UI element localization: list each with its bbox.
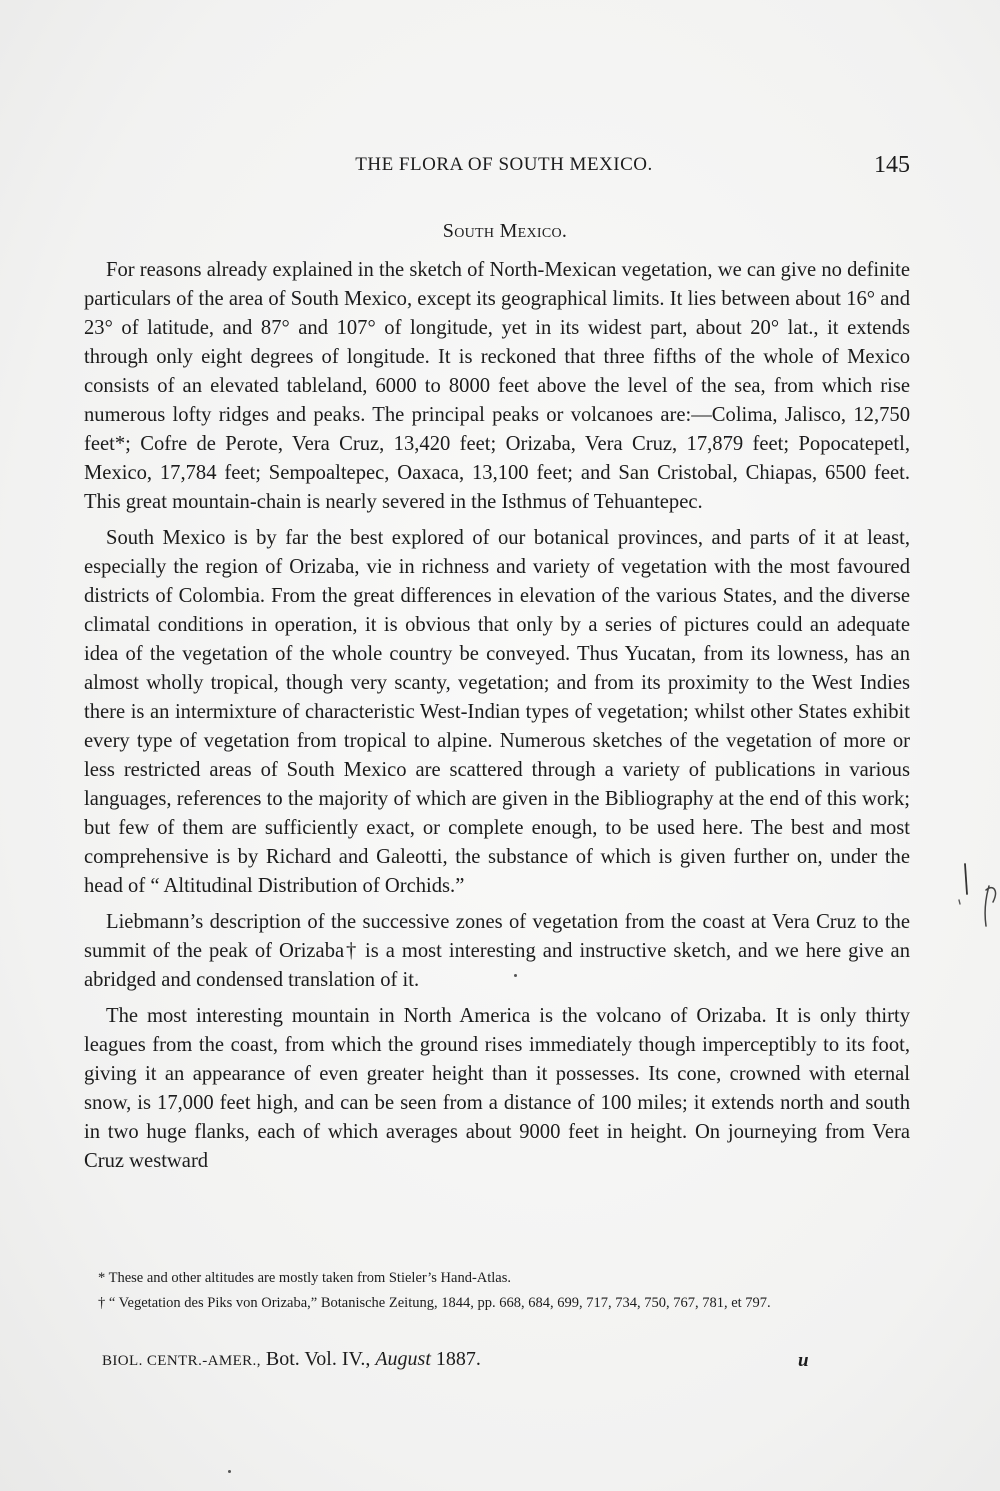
stray-mark (228, 1470, 231, 1473)
running-title: THE FLORA OF SOUTH MEXICO. (355, 154, 653, 175)
footnote-altitudes: * These and other altitudes are mostly taken from Stieler’s Hand-Atlas. (98, 1270, 512, 1286)
section-title: South Mexico. (442, 220, 568, 242)
imprint-series: BIOL. CENTR.-AMER., (102, 1353, 261, 1369)
running-head (82, 152, 908, 182)
paragraph-orizaba: The most interesting mountain in North America is the volcano of Orizaba. It is only thirty leagues from the coast, from which the ground rises immediately though imperceptibly to its foot, giving it an appearance of even greater height than it possesses. Its cone, crowned with eternal snow, is 17,000 feet high, and can be seen from a distance of 100 miles; it extends north and south in two huge flanks, each of which averages about 9000 feet in height. On journeying from Vera Cruz westward (84, 1005, 910, 1172)
signature-mark: u (798, 1350, 809, 1371)
paragraph-liebmann: Liebmann’s description of the successive zones of vegetation from the coast at Vera Cruz to the summit of the peak of Orizaba† is a most interesting and instructive sketch, and we here give an abridged and condensed translation of it. (84, 911, 910, 991)
imprint-date: August (375, 1348, 431, 1370)
page-number: 145 (874, 152, 910, 178)
footnote-botanische-zeitung: † “ Vegetation des Piks von Orizaba,” Botanische Zeitung, 1844, pp. 668, 684, 699, 717, 734, 750, 767, 781, et 797. (98, 1295, 771, 1311)
paragraph-botanical-exploration: South Mexico is by far the best explored of our botanical provinces, and parts of it at least, especially the region of Orizaba, vie in richness and variety of vegetation with the most favoured districts of Colombia. From the great differences in elevation of the various States, and the diverse climatal conditions in operation, it is obvious that only by a series of pictures could an adequate idea of the vegetation of the whole country be conveyed. Thus Yucatan, from its lowness, has an almost wholly tropical, though very scanty, vegetation; and from its proximity to the West Indies there is an intermixture of characteristic West-Indian types of vegetation; whilst other States exhibit every type of vegetation from tropical to alpine. Numerous sketches of the vegetation of more or less restricted areas of South Mexico are scattered through a variety of publications in various languages, references to the majority of which are given in the Bibliography at the end of this work; but few of them are sufficiently exact, or complete enough, to be used here. The best and most comprehensive is by Richard and Galeotti, the substance of which is given further on, under the head of “ Altitudinal Distribution of Orchids.” (84, 527, 910, 897)
footnotes (84, 1268, 910, 1318)
pencil-margin-mark (955, 860, 1000, 940)
imprint-year: 1887. (430, 1348, 481, 1370)
paragraph-geography: For reasons already explained in the sketch of North-Mexican vegetation, we can give no definite particulars of the area of South Mexico, except its geographical limits. It lies between about 16° and 23° of latitude, and 87° and 107° of longitude, yet in its widest part, about 20° lat., it extends through only eight degrees of longitude. It is reckoned that three fifths of the whole of Mexico consists of an elevated tableland, 6000 to 8000 feet above the level of the sea, from which rise numerous lofty ridges and peaks. The principal peaks or volcanoes are:—Colima, Jalisco, 12,750 feet*; Cofre de Perote, Vera Cruz, 13,420 feet; Orizaba, Vera Cruz, 17,879 feet; Popocatepetl, Mexico, 17,784 feet; Sempoaltepec, Oaxaca, 13,100 feet; and San Cristobal, Chiapas, 6500 feet. This great mountain-chain is nearly severed in the Isthmus of Tehuantepec. (84, 259, 910, 513)
body-text (84, 256, 910, 1178)
imprint-volume: Bot. Vol. IV., (260, 1348, 376, 1370)
printer-imprint (102, 1348, 842, 1371)
stray-mark (514, 974, 517, 977)
